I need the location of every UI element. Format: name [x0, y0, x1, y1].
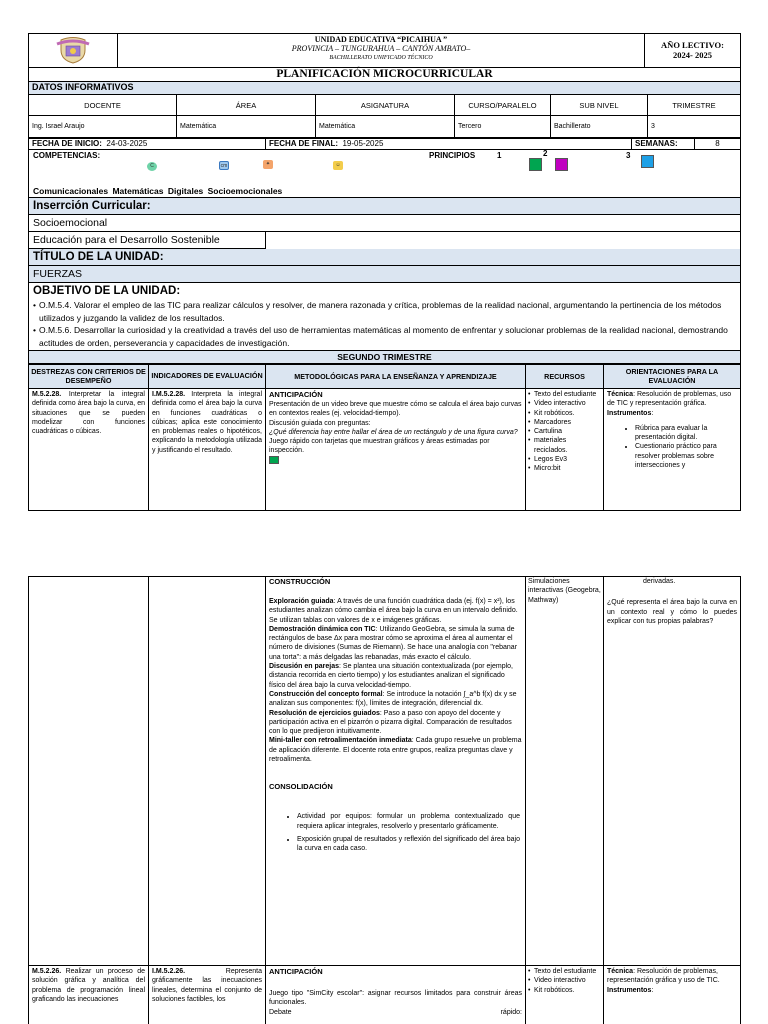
- matematica-icon: cm: [220, 163, 228, 169]
- unidad-title: TÍTULO DE LA UNIDAD:: [29, 249, 740, 266]
- val-trimestre: 3: [648, 116, 741, 138]
- page-2: [0, 576, 768, 1024]
- principio-3-swatch: [641, 155, 654, 168]
- construccion-step: Resolución de ejercicios guiados: Paso a paso con apoyo del docente y participación activa en el pizarrón o pizarra digital. Comparación de resultados con lo que predijeron intuitivamente.: [269, 709, 512, 736]
- evaluacion-cell: Técnica: Resolución de problemas, representación gráfica y uso de TIC. Instrumentos:: [604, 966, 741, 1024]
- plan-table-p2: [28, 576, 741, 1024]
- consolidacion-item: • Exposición grupal de resultados y reflexión del significado del área bajo la curva en cada caso.: [297, 835, 520, 854]
- recursos-cell: [526, 966, 604, 1024]
- unidad-value: FUERZAS: [29, 266, 740, 283]
- recurso-item: • Micro:bit: [528, 464, 601, 473]
- col-docente: DOCENTE: [29, 95, 177, 116]
- header-table: [28, 33, 741, 68]
- principio-3-label: 3: [626, 151, 631, 160]
- trimestre-banner: SEGUNDO TRIMESTRE: [28, 351, 741, 364]
- weeks-value: 8: [695, 139, 741, 150]
- recurso-item: • Video interactivo: [528, 399, 601, 408]
- dates-table: [28, 138, 741, 150]
- metodologia-cell: ANTICIPACIÓN Juego tipo "SimCity escolar": asignar recursos limitados para construir áreas funcionales. Debate rápido:: [266, 966, 526, 1024]
- construccion-step: Mini-taller con retroalimentación inmediata: Cada grupo resuelve un problema de aplicación diferente. El docente rota entre grupos, realiza preguntas clave y retroalimenta.: [269, 737, 522, 764]
- consolidacion-title: CONSOLIDACIÓN: [269, 782, 333, 792]
- principio-1-label: 1: [497, 151, 502, 160]
- start-date: FECHA DE INICIO: 24-03-2025: [29, 139, 266, 150]
- metodologia-cell: [266, 577, 526, 966]
- recursos-list: [528, 967, 601, 995]
- insercion-title: Inserrción Curricular:: [29, 198, 740, 215]
- recurso-item: • Marcadores: [528, 418, 601, 427]
- principio-2-swatch: [555, 158, 568, 171]
- competencias-label: COMPETENCIAS:: [33, 151, 101, 160]
- school-name: UNIDAD EDUCATIVA “PICAIHUA ”: [314, 35, 448, 44]
- competencias-list: Comunicacionales Matemáticas Digitales Socioemocionales: [33, 186, 283, 196]
- insercion-section: [28, 198, 741, 351]
- col-asignatura: ASIGNATURA: [316, 95, 455, 116]
- destreza-cell: [29, 577, 149, 966]
- socioemocional-icon: ☺: [333, 161, 343, 170]
- recursos-cell: [526, 389, 604, 511]
- recurso-item: Simulaciones interactivas (Geogebra, Mathway): [528, 578, 601, 604]
- consolidacion-item: • Actividad por equipos: formular un problema contextualizado que requiera aplicar integrales, resolverlo y presentarlo gráficamente.: [297, 812, 520, 831]
- school-logo: [55, 36, 91, 64]
- recursos-list: [528, 390, 601, 474]
- hdr-destrezas: DESTREZAS CON CRITERIOS DE DESEMPEÑO: [29, 365, 149, 389]
- info-table: [28, 81, 741, 138]
- principio-1-swatch: [529, 158, 542, 171]
- school-province: PROVINCIA – TUNGURAHUA – CANTÓN AMBATO–: [291, 44, 471, 54]
- principio-2-label: 2: [543, 149, 548, 158]
- col-area: ÁREA: [177, 95, 316, 116]
- page-title: PLANIFICACIÓN MICROCURRICULAR: [28, 68, 741, 81]
- construccion-step: Construcción del concepto formal: Se introduce la notación ∫_a^b f(x) dx y se analizan sus componentes: f(x), límites de integración, diferencial dx.: [269, 690, 517, 708]
- recurso-item: • Kit robóticos.: [528, 409, 601, 418]
- weeks-label: SEMANAS:: [632, 139, 695, 150]
- val-docente: Ing. Israel Araujo: [29, 116, 177, 138]
- recurso-item: • Texto del estudiante: [528, 390, 601, 399]
- instrumento-item: • Cuestionario práctico para resolver problemas sobre intersecciones y: [635, 442, 737, 470]
- recurso-item: • Video interactivo: [528, 976, 601, 985]
- recurso-item: • Cartulina: [528, 427, 601, 436]
- recursos-cell: [526, 577, 604, 966]
- col-curso: CURSO/PARALELO: [455, 95, 551, 116]
- instrumento-item: • Rúbrica para evaluar la presentación digital.: [635, 424, 737, 443]
- indicador-cell: I.M.5.2.26. Representa gráficamente las inecuaciones lineales, determina el conjunto de soluciones factibles, los: [149, 966, 266, 1024]
- indicador-cell: [149, 577, 266, 966]
- recurso-item: • Texto del estudiante: [528, 967, 601, 976]
- school-year: [645, 34, 741, 68]
- construccion-title: CONSTRUCCIÓN: [269, 577, 331, 586]
- destreza-cell: M.5.2.28. Interpretar la integral definida como área bajo la curva, en situaciones que se pueden modelizar con funciones cuadráticas o cúbicas.: [29, 389, 149, 511]
- school-logo-cell: [29, 34, 118, 68]
- principio-marker: [269, 456, 279, 464]
- val-curso: Tercero: [455, 116, 551, 138]
- hdr-recursos: RECURSOS: [526, 365, 604, 389]
- col-subnivel: SUB NIVEL: [551, 95, 648, 116]
- objetivo-title: OBJETIVO DE LA UNIDAD:: [33, 285, 181, 297]
- construccion-step: Discusión en parejas: Se plantea una situación contextualizada (por ejemplo, distancia recorrida en cierto tiempo) y los estudiantes analizan el significado físico del área bajo la curva velocidad-tiempo.: [269, 663, 513, 689]
- year-label: AÑO LECTIVO:: [661, 39, 724, 50]
- indicador-cell: I.M.5.2.28. Interpreta la integral definida como el área bajo la curva en funciones cuadráticas o cúbicas; aplica este conocimiento en problemas reales o hipotéticos, explicando la metodología utilizada y justificando el resultado.: [149, 389, 266, 511]
- col-trimestre: TRIMESTRE: [648, 95, 741, 116]
- principios-label: PRINCIPIOS: [429, 151, 476, 160]
- school-info: [118, 34, 645, 68]
- comunicacional-icon: C: [147, 162, 157, 171]
- hdr-orientaciones: ORIENTACIONES PARA LA EVALUACIÓN: [604, 365, 741, 389]
- val-subnivel: Bachillerato: [551, 116, 648, 138]
- hdr-metodologicas: METODOLÓGICAS PARA LA ENSEÑANZA Y APRENDIZAJE: [266, 365, 526, 389]
- construccion-step: Demostración dinámica con TIC: Utilizando GeoGebra, se simula la suma de rectángulos de base Δx para mostrar cómo se aproxima el área al aumentar el número de divisiones (Sumas de Riemann). Se hace una analogía con "rebanar una torta": a más delgadas las rebanadas, más exacto el cálculo.: [269, 625, 518, 661]
- evaluacion-text: derivadas.: [643, 578, 676, 585]
- objetivo-item: • O.M.5.6. Desarrollar la curiosidad y la creatividad a través del uso de herramientas matemáticas al momento de enfrentar y solucionar problemas de la realidad nacional, demostrando actitudes de orden, perseverancia y capacidades de investigación.: [33, 324, 736, 349]
- school-program: BACHILLERATO UNIFICADO TÉCNICO: [329, 55, 433, 62]
- insercion-item: Educación para el Desarrollo Sostenible: [29, 232, 266, 249]
- anticipacion-title: ANTICIPACIÓN: [269, 390, 323, 399]
- destreza-cell: M.5.2.26. Realizar un proceso de solución gráfica y analítica del problema de programación lineal graficando las inecuaciones: [29, 966, 149, 1024]
- val-asignatura: Matemática: [316, 116, 455, 138]
- consolidacion-list: [269, 812, 522, 853]
- recurso-item: • materiales reciclados.: [528, 436, 601, 455]
- page-1: [0, 33, 768, 511]
- competencias-box: [28, 150, 741, 198]
- info-section-title: DATOS INFORMATIVOS: [29, 82, 741, 95]
- insercion-item: Socioemocional: [29, 215, 740, 232]
- end-date: FECHA DE FINAL: 19-05-2025: [266, 139, 632, 150]
- year-value: 2024- 2025: [673, 49, 712, 60]
- metodologia-cell: ANTICIPACIÓN Presentación de un video breve que muestre cómo se calcula el área bajo curvas en contextos reales (ej. velocidad-tiempo). Discusión guiada con preguntas: ¿Qué diferencia hay entre hallar el área de un rectángulo y de una figura curva? Juego rápido con tarjetas que muestran gráficos y áreas estimadas por inspección.: [266, 389, 526, 511]
- instrumentos-list: [607, 424, 737, 470]
- hdr-indicadores: INDICADORES DE EVALUACIÓN: [149, 365, 266, 389]
- evaluacion-cell: Técnica: Resolución de problemas, uso de TIC y representación gráfica. Instrumentos: • Rúbrica para evaluar la presentación digital. • Cuestionario práctico para resolver problemas sobre intersecciones y: [604, 389, 741, 511]
- objetivo-list: [29, 299, 740, 350]
- evaluacion-cell: [604, 577, 741, 966]
- evaluacion-question: ¿Qué representa el área bajo la curva en un contexto real y cómo lo puedes explicar con tus propias palabras?: [607, 599, 737, 625]
- plan-table-p1: [28, 364, 741, 511]
- val-area: Matemática: [177, 116, 316, 138]
- anticipacion-title: ANTICIPACIÓN: [269, 967, 323, 976]
- recurso-item: • Legos Ev3: [528, 455, 601, 464]
- objetivo-item: • O.M.5.4. Valorar el empleo de las TIC para realizar cálculos y resolver, de manera razonada y crítica, problemas de la realidad nacional, argumentando la pertinencia de los métodos utilizados y juzgando la validez de los resultados.: [33, 299, 736, 324]
- construccion-step: Exploración guiada: A través de una función cuadrática dada (ej. f(x) = x²), los estudiantes analizan cómo cambia el área bajo la curva en un intervalo definido. Se utilizan tablas con valores de x e imágenes gráficas.: [269, 597, 518, 624]
- recurso-item: • Kit robóticos.: [528, 986, 601, 995]
- digital-icon: ✦: [263, 160, 273, 169]
